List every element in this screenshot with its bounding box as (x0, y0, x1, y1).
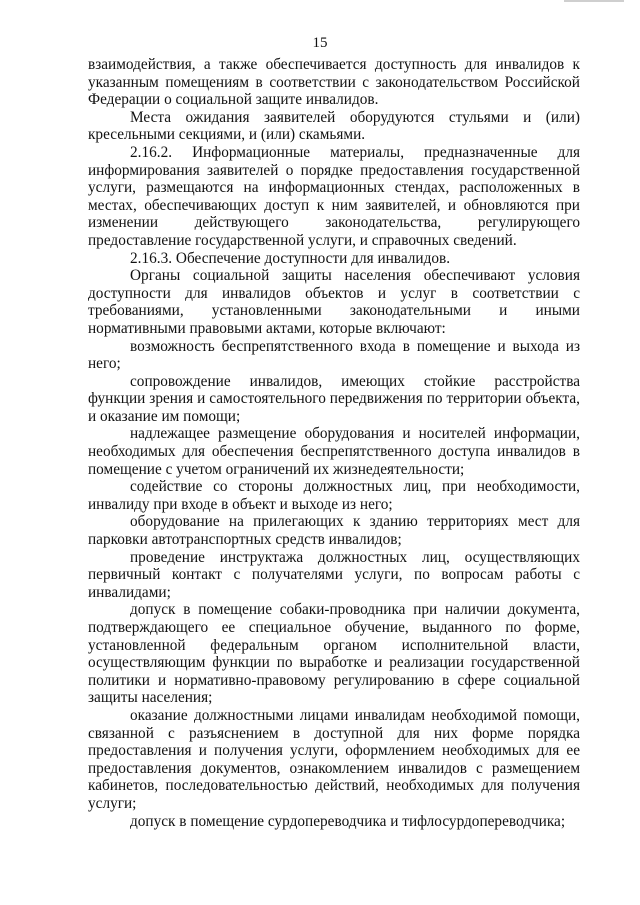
scan-edge-mark (564, 0, 624, 2)
body-paragraph: допуск в помещение собаки-проводника при наличии документа, подтверждающего ее специальное обучение, выданного по форме, установленной федеральным органом исполнительной власти, осуществляющим функции по выработке и реализации государственной политики и нормативно-правовому регулированию в сфере социальной защиты населения; (88, 601, 580, 707)
body-paragraph: 2.16.3. Обеспечение доступности для инвалидов. (130, 249, 451, 267)
body-paragraph: сопровождение инвалидов, имеющих стойкие расстройства функции зрения и самостоятельного передвижения по территории объекта, и оказание им помощи; (88, 372, 580, 425)
body-paragraph: содействие со стороны должностных лиц, при необходимости, инвалиду при входе в объект и выходе из него; (88, 478, 580, 513)
body-paragraph: Органы социальной защиты населения обеспечивают условия доступности для инвалидов объектов и услуг в соответствии с требованиями, установленными законодательными и иными нормативными правовыми актами, которые включают: (88, 267, 580, 337)
document-body (88, 56, 580, 830)
page-number: 15 (312, 35, 328, 51)
body-paragraph: оказание должностными лицами инвалидам необходимой помощи, связанной с разъяснением в доступной для них форме порядка предоставления и получения услуги, оформлением необходимых для ее предоставления документов, ознакомлением инвалидов с размещением кабинетов, последовательностью действий, необходимых для получения услуги; (88, 706, 580, 812)
body-paragraph: 2.16.2. Информационные материалы, предназначенные для информирования заявителей о порядке предоставления государственной услуги, размещаются на информационных стендах, расположенных в местах, обеспечивающих доступ к ним заявителей, и обновляются при изменении действующего законодательства, регулирующего предоставление государственной услуги, и справочных сведений. (88, 143, 580, 249)
body-paragraph: оборудование на прилегающих к зданию территориях мест для парковки автотранспортных средств инвалидов; (88, 513, 580, 549)
body-paragraph: надлежащее размещение оборудования и носителей информации, необходимых для обеспечения беспрепятственного доступа инвалидов в помещение с учетом ограничений их жизнедеятельности; (88, 425, 580, 478)
body-paragraph: возможность беспрепятственного входа в помещение и выхода из него; (88, 337, 580, 373)
body-paragraph: взаимодействия, а также обеспечивается доступность для инвалидов к указанным помещениям в соответствии с законодательством Российской Федерации о социальной защите инвалидов. (88, 56, 580, 109)
body-paragraph: Места ожидания заявителей оборудуются стульями и (или) кресельными секциями, и (или) скамьями. (88, 108, 580, 144)
body-paragraph: допуск в помещение сурдопереводчика и тифлосурдопереводчика; (130, 812, 566, 830)
body-paragraph: проведение инструктажа должностных лиц, осуществляющих первичный контакт с получателями услуги, по вопросам работы с инвалидами; (88, 548, 580, 601)
